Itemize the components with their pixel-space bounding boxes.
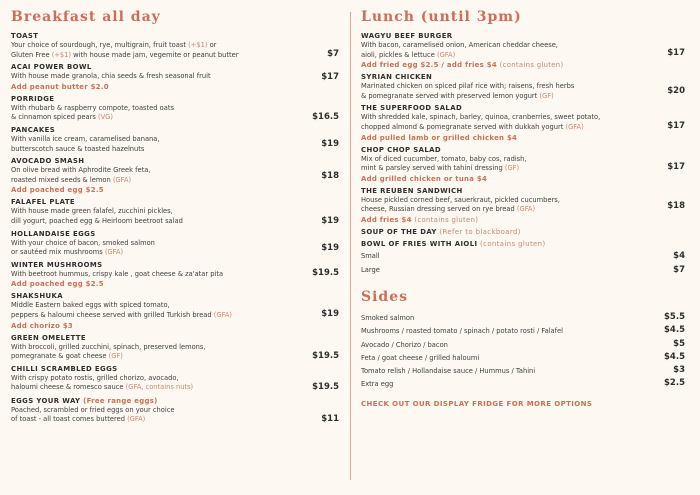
sides-list [361, 312, 685, 392]
side-item [361, 339, 685, 352]
price: $17 [667, 120, 685, 131]
add-on: Add fried egg $2.5 / add fries $4 (contains gluten) [361, 61, 564, 70]
sides-title: Sides [361, 288, 409, 305]
add-on: Add peanut butter $2.0 [11, 82, 109, 91]
menu-item-chilli-scrambled-eggs: CHILLI SCRAMBLED EGGS With crispy potato rostis, grilled chorizo, avocado, haloumi cheese & romesco sauce (GFA, contains nuts) $19.5 [11, 364, 339, 392]
price: $5 [673, 338, 685, 349]
side-item [361, 325, 685, 338]
breakfast-column [11, 0, 339, 425]
add-on: Add chorizo $3 [11, 321, 74, 330]
menu-item-superfood-salad: THE SUPERFOOD SALAD With shredded kale, spinach, barley, quinoa, cranberries, sweet potato, chopped almond & pomegranate served with dukkah yogurt (GFA) $17 Add pulled lamb or grilled chicken $4 [361, 104, 685, 142]
lunch-title: Lunch (until 3pm) [361, 9, 522, 25]
price: $5.5 [664, 311, 685, 322]
price: $17 [667, 161, 685, 172]
price: $11 [321, 414, 339, 425]
side-item-label: Tomato relish / Hollandaise sauce / Hummus / Tahini [361, 367, 536, 376]
price: $7 [327, 49, 339, 60]
price: $19.5 [312, 268, 339, 279]
side-item [361, 365, 685, 378]
price: $17 [321, 71, 339, 82]
side-item [361, 378, 685, 391]
menu-item-chop-chop-salad: CHOP CHOP SALAD Mix of diced cucumber, tomato, baby cos, radish, mint & parsley served with tahini dressing (GF) $17 Add grilled chicken or tuna $4 [361, 145, 685, 183]
breakfast-title: Breakfast all day [11, 9, 161, 25]
price: $19 [321, 308, 339, 319]
menu-item-green-omelette: GREEN OMELETTE With broccoli, grilled zucchini, spinach, preserved lemons, pomegranate & goat cheese (GF) $19.5 [11, 333, 339, 361]
side-item-label: Extra egg [361, 380, 394, 389]
price: $20 [667, 86, 685, 97]
side-item [361, 312, 685, 325]
add-on: Add pulled lamb or grilled chicken $4 [361, 133, 518, 142]
add-on: Add grilled chicken or tuna $4 [361, 174, 488, 183]
menu-item-syrian-chicken: SYRIAN CHICKEN Marinated chicken on spiced pilaf rice with; raisens, fresh herbs & pomegranate served with preserved lemon yogurt (GF) $20 [361, 73, 685, 100]
menu-item-hollandaise: HOLLANDAISE EGGS With your choice of bacon, smoked salmon or sautéed mix mushrooms (GFA) $19 [11, 229, 339, 257]
fries-small: Small $4 [361, 250, 685, 261]
price: $19 [321, 242, 339, 253]
column-divider [350, 12, 351, 480]
menu-item-wagyu-burger: WAGYU BEEF BURGER With bacon, caramelised onion, American cheddar cheese, aioli, pickles & lettuce (GFA) $17 Add fried egg $2.5 / add fries $4 (contains gluten) [361, 32, 685, 70]
price: $19.5 [312, 350, 339, 361]
price: $3 [673, 365, 685, 376]
menu-item-eggs-your-way: EGGS YOUR WAY (Free range eggs) Poached, scrambled or fried eggs on your choice of toast - all toast comes buttered (GFA) $11 [11, 396, 339, 425]
price: $19 [321, 139, 339, 150]
side-item-label: Mushrooms / roasted tomato / spinach / potato rosti / Falafel [361, 327, 563, 336]
price: $18 [667, 200, 685, 211]
menu-item-pancakes: PANCAKES With vanilla ice cream, caramelised banana, butterscotch sauce & toasted hazelnuts $19 [11, 125, 339, 153]
price: $16.5 [312, 111, 339, 122]
lunch-column [361, 0, 685, 408]
price: $2.5 [664, 378, 685, 389]
side-item-label: Avocado / Chorizo / bacon [361, 340, 448, 349]
side-item-label: Smoked salmon [361, 313, 415, 322]
add-on: Add poached egg $2.5 [11, 186, 104, 195]
price: $17 [667, 48, 685, 59]
fries-large: Large $7 [361, 264, 685, 275]
menu-item-bowl-of-fries: BOWL OF FRIES WITH AIOLI (contains gluten) [361, 239, 546, 248]
menu-item-falafel: FALAFEL PLATE With house made green falafel, zucchini pickles, dill yogurt, poached egg & Heirloom beetroot salad $19 [11, 198, 339, 226]
add-on: Add fries $4 (contains gluten) [361, 215, 479, 224]
menu-item-porridge: PORRIDGE With rhubarb & raspberry compote, toasted oats & cinnamon spiced pears (VG) $16.5 [11, 94, 339, 122]
price: $4.5 [664, 325, 685, 336]
menu-item-soup-of-the-day: SOUP OF THE DAY (Refer to blackboard) [361, 227, 521, 236]
display-fridge-note: CHECK OUT OUR DISPLAY FRIDGE FOR MORE OPTIONS [361, 399, 593, 408]
menu-item-shakshuka: SHAKSHUKA Middle Eastern baked eggs with spiced tomato, peppers & haloumi cheese served with grilled Turkish bread (GFA) $19 Add chorizo $3 [11, 292, 339, 330]
price: $4 [673, 250, 685, 261]
menu-item-reuben-sandwich: THE REUBEN SANDWICH House pickled corned beef, sauerkraut, pickled cucumbers, cheese, Russian dressing served on rye bread (GFA) $18 Add fries $4 (contains gluten) [361, 186, 685, 224]
menu-item-toast: TOAST Your choice of sourdough, rye, multigrain, fruit toast (+$1) or Gluten Free (+$1) with house made jam, vegemite or peanut butter $7 [11, 32, 339, 60]
menu-item-winter-mushrooms: WINTER MUSHROOMS With beetroot hummus, crispy kale , goat cheese & za'atar pita $19.5 Add poached egg $2.5 [11, 260, 339, 289]
side-item [361, 352, 685, 365]
menu-item-acai: ACAI POWER BOWL With house made granola, chia seeds & fresh seasonal fruit $17 Add peanut butter $2.0 [11, 63, 339, 91]
price: $18 [321, 171, 339, 182]
price: $19.5 [312, 381, 339, 392]
menu-item-avocado-smash: AVOCADO SMASH On olive bread with Aphrodite Greek feta, roasted mixed seeds & lemon (GFA) $18 Add poached egg $2.5 [11, 157, 339, 195]
side-item-label: Feta / goat cheese / grilled haloumi [361, 353, 480, 362]
price: $4.5 [664, 351, 685, 362]
add-on: Add poached egg $2.5 [11, 280, 104, 289]
price: $19 [321, 215, 339, 226]
price: $7 [673, 264, 685, 275]
